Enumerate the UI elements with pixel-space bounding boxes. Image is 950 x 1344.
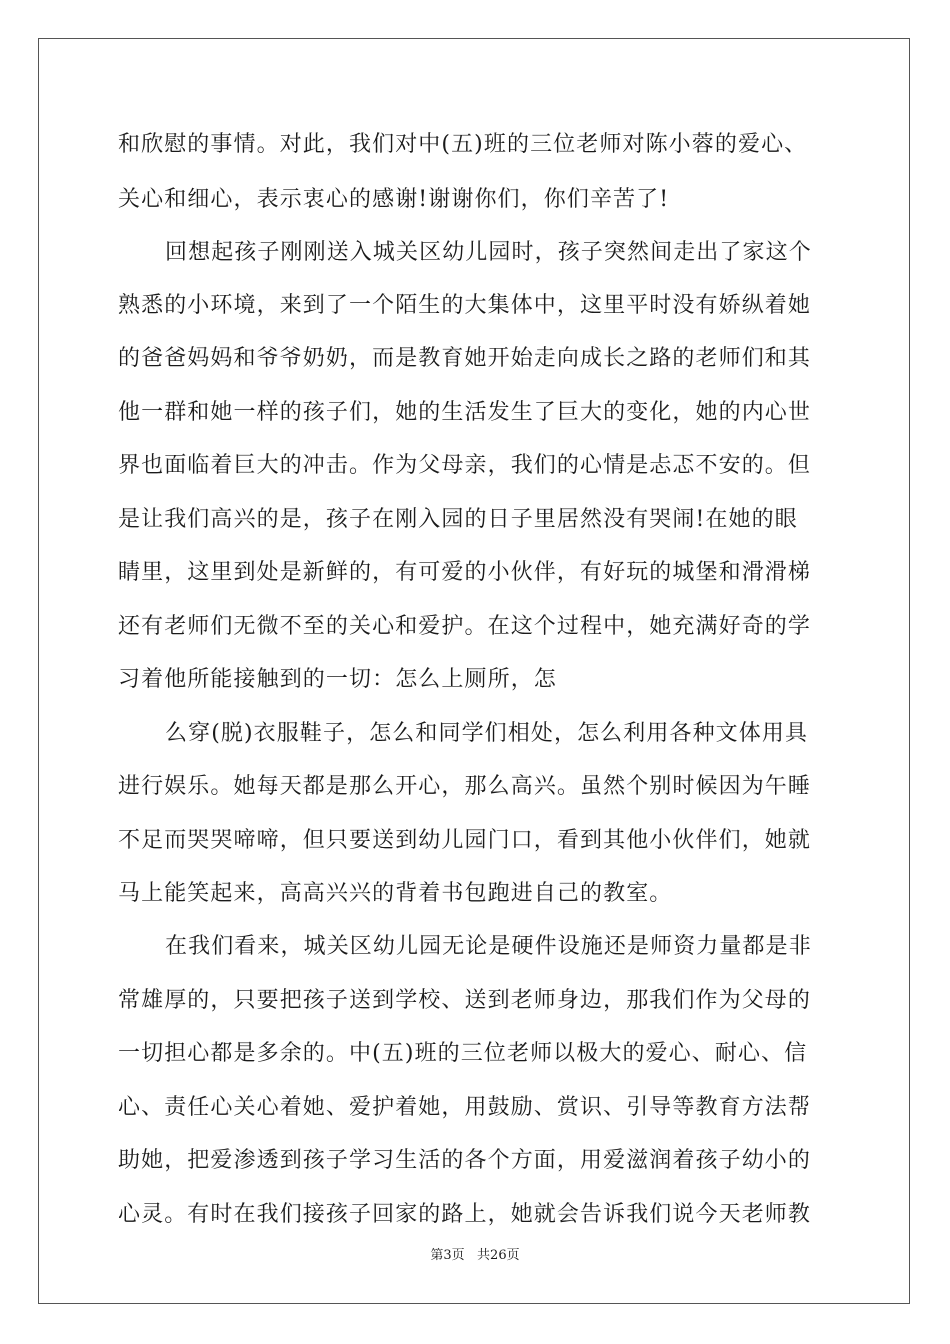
text-line: 睛里，这里到处是新鲜的，有可爱的小伙伴，有好玩的城堡和滑滑梯 <box>118 560 812 585</box>
text-line: 是让我们高兴的是，孩子在刚入园的日子里居然没有哭闹!在她的眼 <box>118 507 798 532</box>
paragraph-start-line: 回想起孩子刚刚送入城关区幼儿园时，孩子突然间走出了家这个 <box>165 240 812 265</box>
text-line: 还有老师们无微不至的关心和爱护。在这个过程中，她充满好奇的学 <box>118 614 812 639</box>
text-line: 助她，把爱渗透到孩子学习生活的各个方面，用爱滋润着孩子幼小的 <box>118 1148 812 1173</box>
text-line: 熟悉的小环境，来到了一个陌生的大集体中，这里平时没有娇纵着她 <box>118 293 812 318</box>
text-line: 常雄厚的，只要把孩子送到学校、送到老师身边，那我们作为父母的 <box>118 988 812 1013</box>
text-line: 进行娱乐。她每天都是那么开心，那么高兴。虽然个别时候因为午睡 <box>118 774 812 799</box>
text-line: 马上能笑起来，高高兴兴的背着书包跑进自己的教室。 <box>118 881 673 906</box>
text-line: 和欣慰的事情。对此，我们对中(五)班的三位老师对陈小蓉的爱心、 <box>118 132 808 157</box>
paragraph-start-line: 在我们看来，城关区幼儿园无论是硬件设施还是师资力量都是非 <box>165 934 812 959</box>
text-line: 心、责任心关心着她、爱护着她，用鼓励、赏识、引导等教育方法帮 <box>118 1095 812 1120</box>
text-line: 习着他所能接触到的一切：怎么上厕所，怎 <box>118 667 557 692</box>
text-line: 界也面临着巨大的冲击。作为父母亲，我们的心情是忐忑不安的。但 <box>118 453 812 478</box>
text-line: 不足而哭哭啼啼，但只要送到幼儿园门口，看到其他小伙伴们，她就 <box>118 828 812 853</box>
text-line: 一切担心都是多余的。中(五)班的三位老师以极大的爱心、耐心、信 <box>118 1041 808 1066</box>
text-line: 关心和细心，表示衷心的感谢!谢谢你们，你们辛苦了! <box>118 187 670 212</box>
text-line: 他一群和她一样的孩子们，她的生活发生了巨大的变化，她的内心世 <box>118 400 812 425</box>
page-number-footer: 第3页 共26页 <box>430 1248 520 1263</box>
text-line: 的爸爸妈妈和爷爷奶奶，而是教育她开始走向成长之路的老师们和其 <box>118 346 812 371</box>
text-line: 心灵。有时在我们接孩子回家的路上，她就会告诉我们说今天老师教 <box>118 1202 812 1227</box>
paragraph-start-line: 么穿(脱)衣服鞋子，怎么和同学们相处，怎么利用各种文体用具 <box>165 721 809 746</box>
